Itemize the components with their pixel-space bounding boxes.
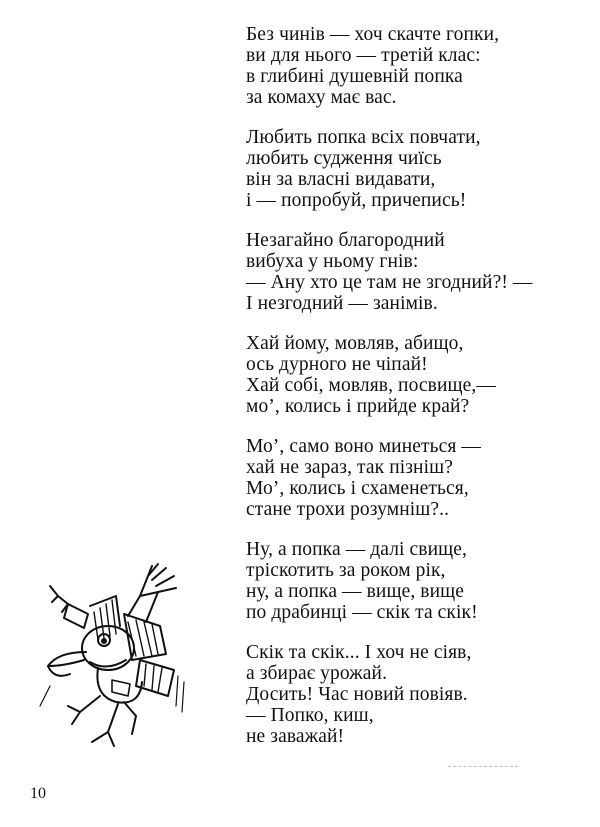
poem-line: і — попробуй, причепись! <box>246 190 467 211</box>
poem <box>246 24 586 766</box>
poem-line: — Попко, киш, <box>246 705 374 726</box>
poem-line: в глибині душевній попка <box>246 66 463 87</box>
poem-line: Мо’, колись і схаменеться, <box>246 478 469 499</box>
poem-line: Любить попка всіх повчати, <box>246 127 481 148</box>
poem-line: Скік та скік... І хоч не сіяв, <box>246 642 472 663</box>
cartoon-parrot-figure-icon <box>28 556 198 756</box>
poem-line: Хай йому, мовляв, абищо, <box>246 333 464 354</box>
poem-line: стане трохи розумніш?.. <box>246 499 450 520</box>
page-number: 10 <box>30 785 46 802</box>
poem-line: Мо’, само воно минеться — <box>246 436 482 457</box>
poem-line: Хай собі, мовляв, посвище,— <box>246 375 496 396</box>
stanza-3 <box>246 230 586 314</box>
poem-line: а збирає урожай. <box>246 663 388 684</box>
poem-line: любить судження чиїсь <box>246 148 442 169</box>
poem-line: Незагайно благородний <box>246 230 445 251</box>
poem-line: він за власні видавати, <box>246 169 436 190</box>
poem-line: за комаху має вас. <box>246 87 397 108</box>
poem-line: вибуха у ньому гнів: <box>246 251 419 272</box>
poem-line: по драбинці — скік та скік! <box>246 602 478 623</box>
scan-mark <box>448 766 518 770</box>
poem-line: мо’, колись і прийде край? <box>246 396 470 417</box>
stanza-7 <box>246 642 586 747</box>
stanza-1 <box>246 24 586 108</box>
poem-line: Без чинів — хоч скачте гопки, <box>246 24 500 45</box>
poem-line: — Ану хто це там не згодний?! — <box>246 272 533 293</box>
poem-line: І незгодний — занімів. <box>246 293 438 314</box>
stanza-4 <box>246 333 586 417</box>
poem-line: ви для нього — третій клас: <box>246 45 481 66</box>
stanza-5 <box>246 436 586 520</box>
poem-line: хай не зараз, так пізніш? <box>246 457 453 478</box>
stanza-2 <box>246 127 586 211</box>
poem-line: Досить! Час новий повіяв. <box>246 684 468 705</box>
poem-line: ось дурного не чіпай! <box>246 354 428 375</box>
poem-line: не заважай! <box>246 726 345 747</box>
stanza-6 <box>246 539 586 623</box>
poem-line: ну, а попка — вище, вище <box>246 581 464 602</box>
poem-line: Ну, а попка — далі свище, <box>246 539 467 560</box>
poem-line: тріскотить за роком рік, <box>246 560 446 581</box>
